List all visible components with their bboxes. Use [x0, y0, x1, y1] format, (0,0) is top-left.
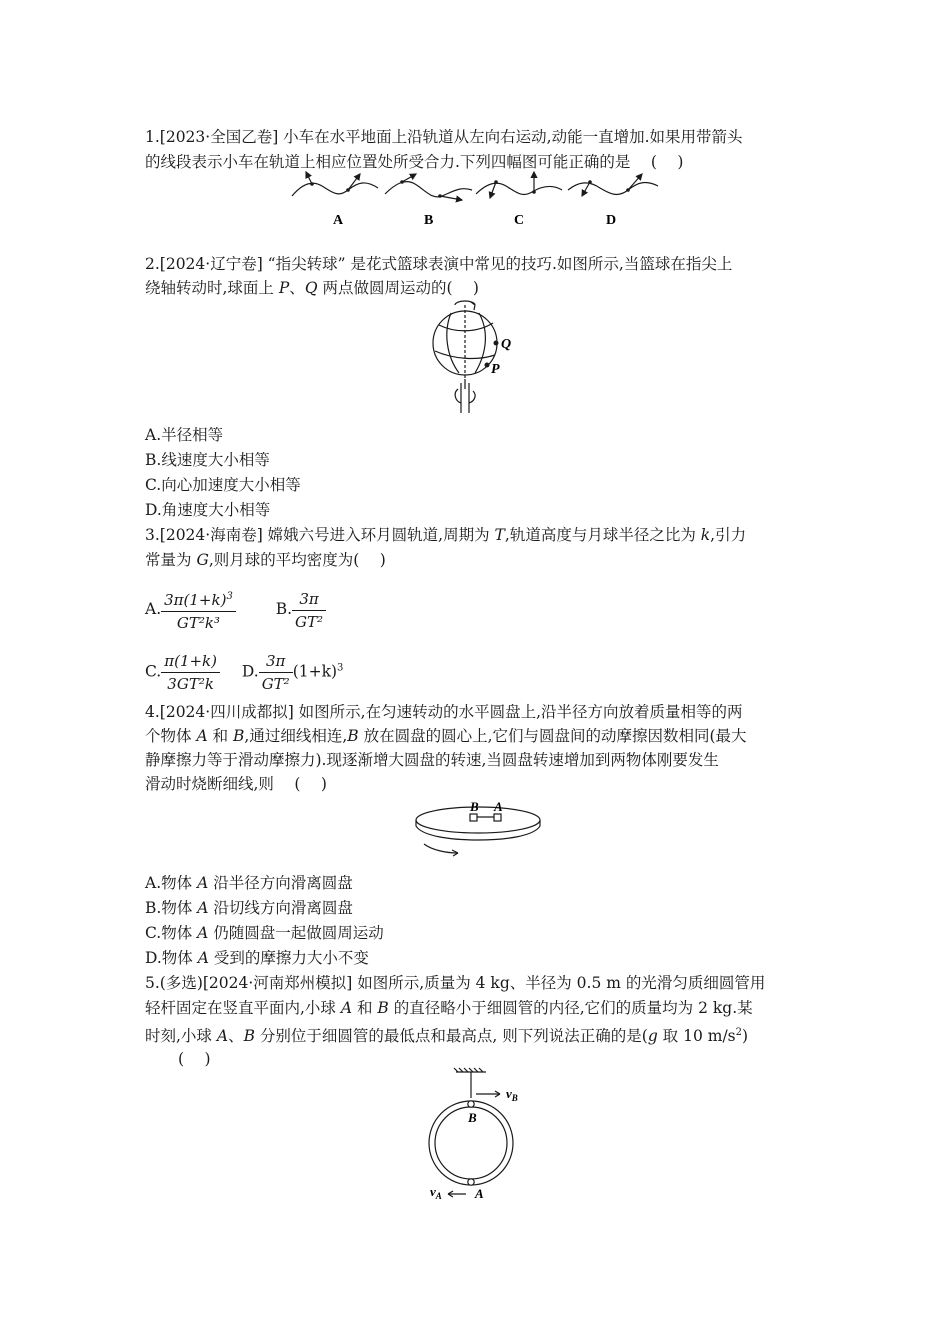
q1-label-b: B: [424, 213, 434, 228]
q1-track-c: [476, 183, 562, 194]
q5-stem-line2: 轻杆固定在竖直平面内,小球 A 和 B 的直径略小于细圆管的内径,它们的质量均为 2 kg.某: [145, 999, 753, 1017]
q2-option-a: A.半径相等: [145, 426, 224, 444]
q3-option-c-label: C.: [145, 662, 162, 681]
q3-option-b-label: B.: [275, 600, 293, 618]
q5-stem-line1: 5.(多选)[2024·河南郑州模拟] 如图所示,质量为 4 kg、半径为 0.5 m 的光滑匀质细圆管用: [145, 974, 766, 992]
q3-options-cd: C. $\frac{\pi(1+k)}{\text{3GT²k}}$ D. $\frac{3\pi}{\text{GT²}}$ $(1+k)^3$: [145, 652, 344, 693]
q5-stem-line4: ( ): [178, 1050, 211, 1068]
q3-option-a-label: A.: [145, 600, 162, 618]
ball-a: [468, 1179, 474, 1185]
block-a: [494, 814, 501, 821]
q1-stem-line1: 1.[2023·全国乙卷] 小车在水平地面上沿轨道从左向右运动,动能一直增加.如果用带箭头: [145, 128, 743, 146]
q5-label-a: A: [475, 1186, 484, 1201]
block-b: [470, 814, 477, 821]
q4-stem-line3: 静摩擦力等于滑动摩擦力).现逐渐增大圆盘的转速,当圆盘转速增加到两物体刚要发生: [145, 751, 719, 769]
q2-stem-line2: 绕轴转动时,球面上 P、Q 两点做圆周运动的( ): [145, 279, 479, 297]
q4-option-b: B.物体 A 沿切线方向滑离圆盘: [145, 899, 353, 917]
ball-b: [468, 1101, 474, 1107]
disk-side: [416, 820, 540, 840]
q4-disk-figure: [410, 796, 545, 858]
q4-option-c: C.物体 A 仍随圆盘一起做圆周运动: [145, 924, 384, 942]
q1-label-d: D: [606, 213, 617, 228]
q4-stem-line1: 4.[2024·四川成都拟] 如图所示,在匀速转动的水平圆盘上,沿半径方向放着质量相等的两: [145, 703, 743, 721]
q5-stem-line3: 时刻,小球 A、B 分别位于细圆管的最低点和最高点, 则下列说法正确的是(g 取 10 $m/s^2$): [145, 1027, 749, 1046]
rotation-arrow: [424, 844, 458, 853]
q4-label-a: A: [494, 799, 503, 814]
q3-option-a-fraction: $\frac{3\pi(1+k)^3}{\text{GT²k³}}$: [161, 586, 236, 634]
q3-option-c-fraction: $\frac{\pi(1+k)}{\text{3GT²k}}$: [161, 650, 220, 695]
q5-label-va: $v_A$: [430, 1184, 442, 1201]
q3-option-d-label: D.: [241, 662, 259, 681]
q2-stem-line1: 2.[2024·辽宁卷] “指尖转球” 是花式篮球表演中常见的技巧.如图所示,当篮球在指尖上: [145, 255, 733, 273]
q5-ring-figure: [420, 1066, 540, 1206]
q4-stem-line2: 个物体 A 和 B,通过细线相连,B 放在圆盘的圆心上,它们与圆盘间的动摩擦因数相同(最大: [145, 727, 747, 745]
q2-option-b: B.线速度大小相等: [145, 451, 270, 469]
q2-label-p: P: [491, 362, 500, 377]
q2-basketball-figure: [425, 297, 525, 415]
q2-option-c: C.向心加速度大小相等: [145, 476, 301, 494]
q1-track-a: [292, 183, 378, 196]
q4-label-b: B: [470, 799, 479, 814]
q1-figure: [290, 168, 665, 230]
q4-stem-line4: 滑动时烧断细线,则 ( ): [145, 775, 327, 793]
q3-stem-line2: 常量为 G,则月球的平均密度为( ): [145, 551, 386, 569]
q1-track-d: [568, 183, 658, 195]
q1-label-c: C: [514, 213, 525, 228]
q5-label-b: B: [468, 1110, 477, 1125]
q3-stem-line1: 3.[2024·海南卷] 嫦娥六号进入环月圆轨道,周期为 T,轨道高度与月球半径之比为 k,引力: [145, 526, 747, 544]
q1-stem-line2: 的线段表示小车在轨道上相应位置处所受合力.下列四幅图可能正确的是 ( ): [145, 153, 684, 171]
q5-label-vb: $v_B$: [506, 1086, 518, 1103]
q2-label-q: Q: [501, 337, 512, 352]
q3-option-b-fraction: $\frac{3\pi}{\text{GT²}}$: [292, 588, 326, 633]
q1-track-b: [385, 182, 472, 197]
q2-option-d: D.角速度大小相等: [145, 501, 271, 519]
q3-option-d-fraction: $\frac{3\pi}{\text{GT²}}$: [259, 650, 293, 695]
q1-label-a: A: [333, 213, 344, 228]
q4-option-a: A.物体 A 沿半径方向滑离圆盘: [145, 874, 353, 892]
q3-options-ab: [145, 586, 326, 634]
q4-option-d: D.物体 A 受到的摩擦力大小不变: [145, 949, 369, 967]
